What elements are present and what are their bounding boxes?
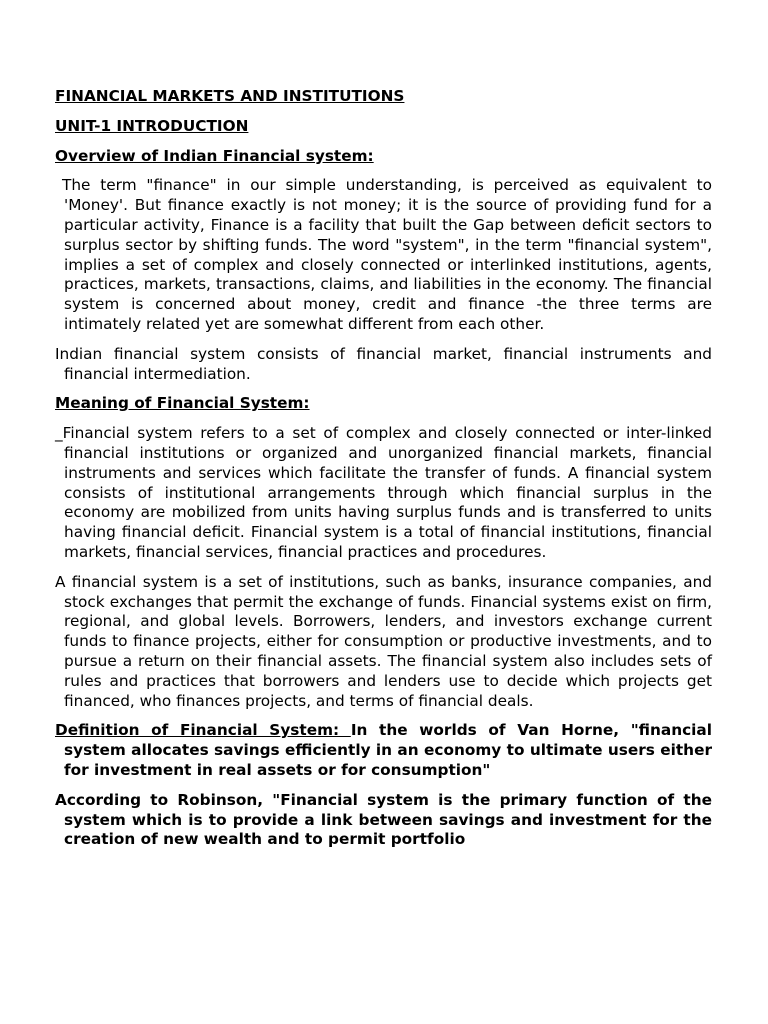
overview-heading: Overview of Indian Financial system: xyxy=(55,146,374,165)
definition-label: Definition of Financial System: xyxy=(55,721,351,740)
meaning-heading: Meaning of Financial System: xyxy=(55,394,310,413)
document-page xyxy=(55,87,712,860)
definition-text: In the worlds of Van Horne, "financial system allocates savings efficiently in an economy to ultimate users either for investment in real assets or for consumption" xyxy=(64,721,712,779)
indian-system-paragraph: Indian financial system consists of financial market, financial instruments and financial intermediation. xyxy=(55,344,712,383)
meaning-paragraph-1: _Financial system refers to a set of complex and closely connected or inter-linked financial institutions or organized and unorganized financial markets, financial instruments and services which facilitate the transfer of funds. A financial system consists of institutional arrangements through which financial surplus in the economy are mobilized from units having surplus funds and is transferred to units having financial deficit. Financial system is a total of financial institutions, financial markets, financial services, financial practices and procedures. xyxy=(55,424,712,561)
document-title: FINANCIAL MARKETS AND INSTITUTIONS xyxy=(55,87,405,105)
definition-paragraph xyxy=(55,721,712,780)
overview-paragraph: The term "finance" in our simple understanding, is perceived as equivalent to 'Money'. But finance exactly is not money; it is the source of providing fund for a particular activity, Finance is a facility that built the Gap between deficit sectors to surplus sector by shifting funds. The word "system", in the term "financial system", implies a set of complex and closely connected or interlinked institutions, agents, practices, markets, transactions, claims, and liabilities in the economy. The financial system is concerned about money, credit and finance -the three terms are intimately related yet are somewhat different from each other. xyxy=(62,176,712,333)
unit-heading: UNIT-1 INTRODUCTION xyxy=(55,116,249,135)
robinson-paragraph: According to Robinson, "Financial system is the primary function of the system which is to provide a link between savings and investment for the creation of new wealth and to permit portfolio xyxy=(55,790,712,849)
meaning-paragraph-2: A financial system is a set of institutions, such as banks, insurance companies, and stock exchanges that permit the exchange of funds. Financial systems exist on firm, regional, and global levels. Borrowers, lenders, and investors exchange current funds to finance projects, either for consumption or productive investments, and to pursue a return on their financial assets. The financial system also includes sets of rules and practices that borrowers and lenders use to decide which projects get financed, who finances projects, and terms of financial deals. xyxy=(55,572,712,710)
